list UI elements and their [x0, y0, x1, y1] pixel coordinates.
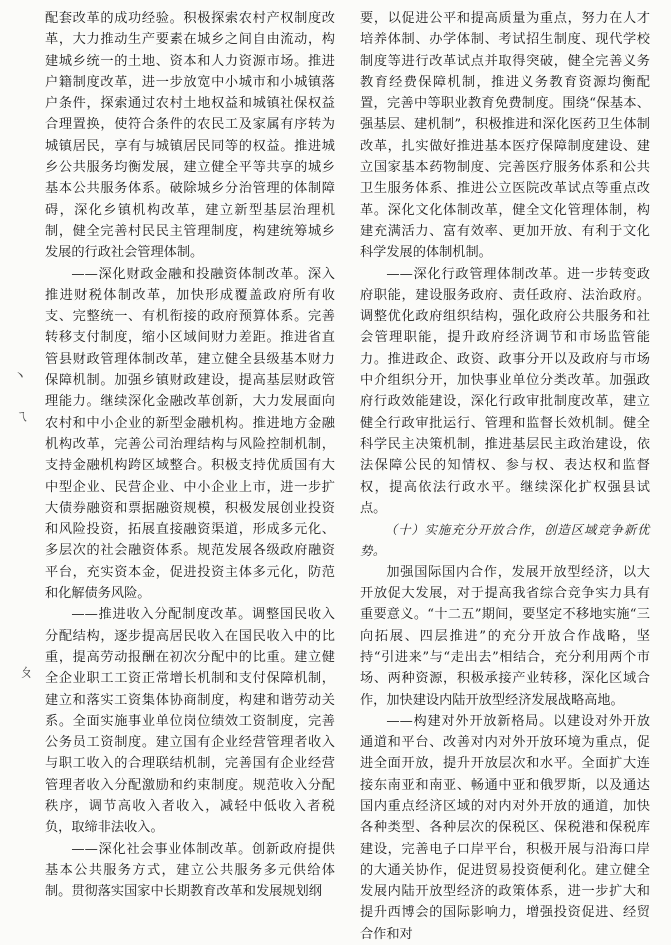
margin-scan-mark: 丶 [13, 369, 27, 385]
paragraph-fiscal-financial-reform: ——深化财政金融和投融资体制改革。深入推进财税体制改革，加快形成覆盖政府所有收支、完整统一、有机衔接的政府预算体系。完善转移支付制度，缩小区域间财力差距。推进省直管县财政管理体制改革，建立健全县级基本财力保障机制。加强乡镇财政建设，提高基层财政管理能力。继续深化金融改革创新，大力发展面向农村和中小企业的新型金融机构。推进地方金融机构改革，完善公司治理结构与风险控制机制，支持金融机构跨区域整合。积极支持优质国有大中型企业、民营企业、中小企业上市，进一步扩大债券融资和票据融资规模，积极发展创业投资和风险投资，拓展直接融资渠道，形成多元化、多层次的社会融资体系。规范发展各级政府融资平台，充实资本金，促进投资主体多元化，防范和化解债务风险。 [45, 266, 335, 602]
paragraph-rural-reform-continuation: 配套改革的成功经验。积极探索农村产权制度改革，大力推动生产要素在城乡之间自由流动，构建城乡统一的土地、资本和人力资源市场。推进户籍制度改革，进一步放宽中小城市和小城镇落户条件，探索通过农村土地权益和城镇社保权益合理置换，使符合条件的农民工及家属有序转为城镇居民，享有与城镇居民同等的权益。推进城乡公共服务均衡发展，建立健全平等共享的城乡基本公共服务体系。破除城乡分治管理的体制障碍，深化乡镇机构改革，建立新型基层治理机制，健全完善村民民主管理制度，构建统筹城乡发展的行政社会管理体制。 [45, 11, 335, 261]
paragraph-open-economy-strategy: 加强国际国内合作，发展开放型经济，以大开放促大发展，对于提高我省综合竞争实力具有重要意义。“十二五”期间，要坚定不移地实施“三向拓展、四层推进”的充分开放合作战略，坚持“引进来”与“走出去”相结合，充分利用两个市场、两种资源，积极承接产业转移，深化区域合作，加快建设内陆开放型经济发展战略高地。 [360, 564, 650, 708]
section-heading-opening-cooperation: （十）实施充分开放合作，创造区域竞争新优势。 [360, 522, 650, 559]
paragraph-income-distribution-reform: ——推进收入分配制度改革。调整国民收入分配结构，逐步提高居民收入在国民收入中的比重，提高劳动报酬在初次分配中的比重。建立健全企业职工工资正常增长机制和支付保障机制，建立和落实工资集体协商制度，构建和谐劳动关系。全面实施事业单位岗位绩效工资制度，完善公务员工资制度。建立国有企业经营管理者收入与职工收入的合理联结机制，完善国有企业经营管理者收入分配激励和约束制度。规范收入分配秩序，调节高收入者收入，减轻中低收入者税负，取缔非法收入。 [45, 607, 335, 836]
paragraph-opening-pattern: ——构建对外开放新格局。以建设对外开放通道和平台、改善对内对外开放环境为重点，促进全面开放，提升开放层次和水平。全面扩大连接东南亚和南亚、畅通中亚和俄罗斯，以及通达国内重点经济区域的对内对外开放的通道，加快各种类型、各种层次的保税区、保税港和保税库建设，完善电子口岸平台，积极开展与沿海口岸的大通关协作，促进贸易投资便利化。建立健全发展内陆开放型经济的政策体系，进一步扩大和提升西博会的国际影响力，增强投资促进、经贸合作和对 [360, 713, 650, 942]
margin-scan-mark: ㄟ [15, 409, 29, 425]
paragraph-administrative-reform: ——深化行政管理体制改革。进一步转变政府职能，建设服务政府、责任政府、法治政府。调整优化政府组织结构，强化政府公共服务和社会管理职能，提升政府经济调节和市场监管能力。推进政企、政资、政事分开以及政府与市场中介组织分开，加快事业单位分类改革。加强政府行政效能建设，深化行政审批制度改革，建立健全行政审批运行、管理和监督长效机制。健全科学民主决策机制，推进基层民主政治建设，依法保障公民的知情权、参与权、表达权和监督权，提高依法行政水平。继续深化扩权强县试点。 [360, 266, 650, 516]
right-column [360, 8, 650, 945]
paragraph-social-undertakings-reform: ——深化社会事业体制改革。创新政府提供基本公共服务方式，建立公共服务多元供给体制。贯彻落实国家中长期教育改革和发展规划纲 [45, 841, 335, 900]
left-column [45, 8, 335, 902]
margin-scan-mark: ㄆ [18, 662, 35, 681]
paragraph-education-health-culture: 要，以促进公平和提高质量为重点，努力在人才培养体制、办学体制、考试招生制度、现代学校制度等进行改革试点并取得突破，健全完善义务教育经费保障机制，推进义务教育资源均衡配置，完善中等职业教育免费制度。围绕“保基本、强基层、建机制”，积极推进和深化医药卫生体制改革，扎实做好推进基本医疗保障制度建设、建立国家基本药物制度、完善医疗服务体系和公共卫生服务体系、推进公立医院改革试点等重点改革。深化文化体制改革，健全文化管理体制，构建充满活力、富有效率、更加开放、有利于文化科学发展的体制机制。 [360, 11, 650, 261]
